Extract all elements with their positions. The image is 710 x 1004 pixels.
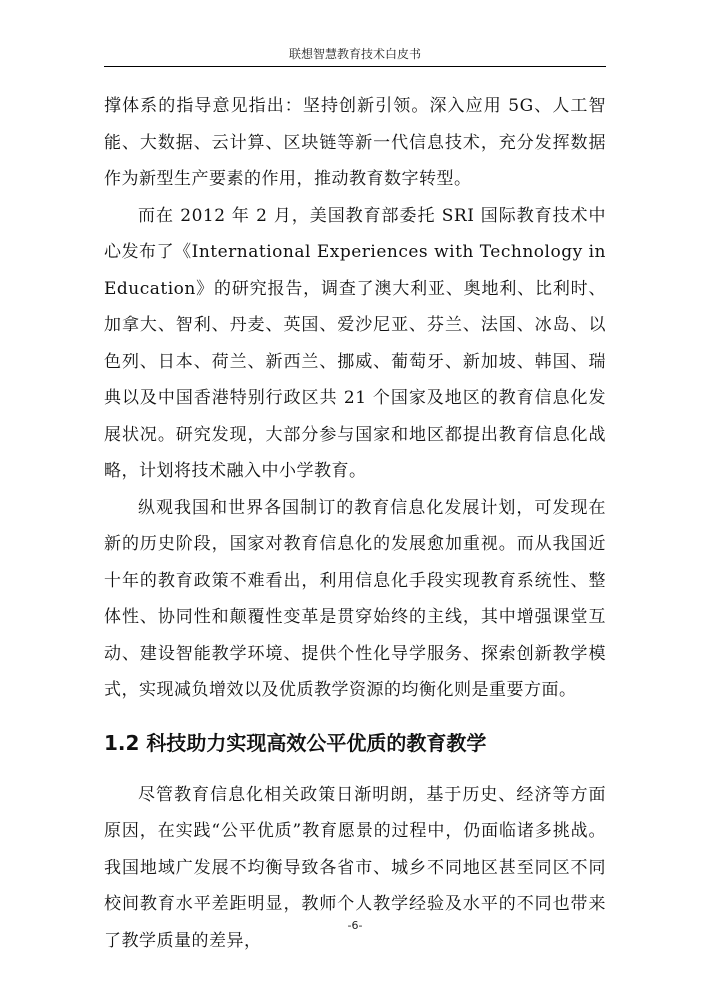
paragraph-challenges: 尽管教育信息化相关政策日渐明朗，基于历史、经济等方面原因，在实践“公平优质”教育愿景的过程中，仍面临诸多挑战。我国地域广发展不均衡导致各省市、城乡不同地区甚至同区不同校间教育水平差距明显，教师个人教学经验及水平的不同也带来了教学质量的差异， (104, 784, 606, 951)
page-number: -6- (347, 919, 363, 932)
document-body (104, 88, 606, 959)
paragraph-education-policy: 纵观我国和世界各国制订的教育信息化发展计划，可发现在新的历史阶段，国家对教育信息化的发展愈加重视。而从我国近十年的教育政策不难看出，利用信息化手段实现教育系统性、整体性、协同性和颠覆性变革是贯穿始终的主线，其中增强课堂互动、建设智能教学环境、提供个性化导学服务、探索创新教学模式，实现减负增效以及优质教学资源的均衡化则是重要方面。 (104, 497, 606, 700)
page-header: 联想智慧教育技术白皮书 (288, 47, 421, 61)
header-divider (104, 66, 606, 67)
section-heading: 1.2 科技助力实现高效公平优质的教育教学 (104, 730, 487, 755)
paragraph-continuation: 撑体系的指导意见指出：坚持创新引领。深入应用 5G、人工智能、大数据、云计算、区块链等新一代信息技术，充分发挥数据作为新型生产要素的作用，推动教育数字转型。 (104, 96, 606, 189)
paragraph-sri-report: 而在 2012 年 2 月，美国教育部委托 SRI 国际教育技术中心发布了《International Experiences with Technology in Education》的研究报告，调查了澳大利亚、奥地利、比利时、加拿大、智利、丹麦、英国、爱沙尼亚、芬兰、法国、冰岛、以色列、日本、荷兰、新西兰、挪威、葡萄牙、新加坡、韩国、瑞典以及中国香港特别行政区共 21 个国家及地区的教育信息化发展状况。研究发现，大部分参与国家和地区都提出教育信息化战略，计划将技术融入中小学教育。 (104, 205, 606, 481)
